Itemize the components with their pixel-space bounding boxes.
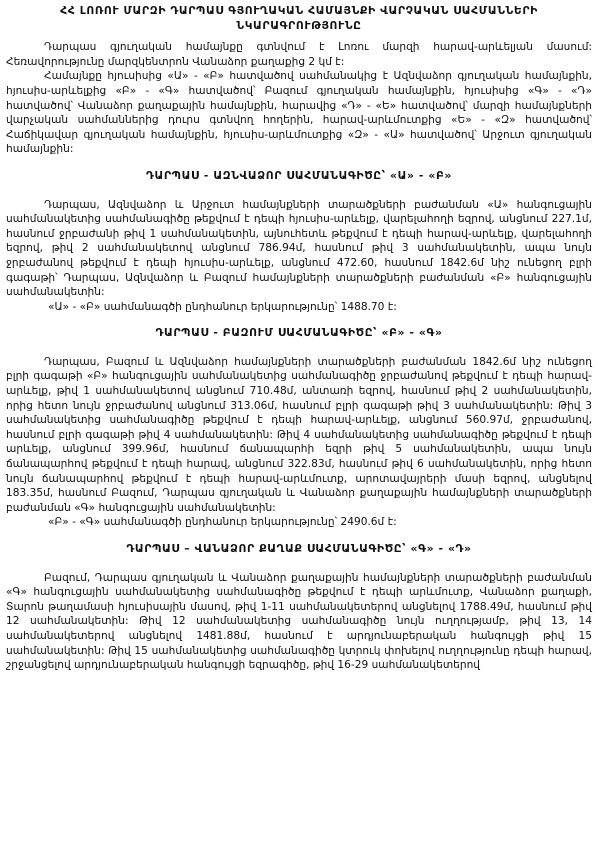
intro-paragraph-borders: Համայնքը հյուսիսից «Ա» - «Բ» հատվածով սահմանակից է Ազնվաձոր գյուղական համայնքին, հյուսիս-արևելքից «Բ» - «Գ» հատվածով՝ Բազում գյուղական համայնքին, հյուսիսից «Գ» - «Դ» հատվածով՝ Վանաձոր քաղաքային համայնքին, հարավից «Դ» - «Ե» հատվածով՝ մարզի համայնքների վարչական սահմաններից դուրս գտնվող հողերին, հարավ-արևմուտքից «Ե» - «Զ» հատվածով՝ Հաճիկավար գյուղական համայնքին, հյուսիս-արևմուտքից «Զ» - «Ա» հատվածով՝ Արջուտ գյուղական համայնքին:: [6, 70, 592, 156]
section-paragraph-a-b: Դարպաս, Ազնվաձոր և Արջուտ համայնքների տարածքների բաժանման «Ա» հանգուցային սահմանակետից սահմանագիծը թեքվում է դեպի հյուսիս-արևելք, վարելահողի եզրով, անցնում 227.1մ, հասնում ջրբաժանի թիվ 1 սահմանակետին, այնուհետև թեքվում է դեպի հարավ-արևելք, վարելահողի եզրով, թիվ 2 սահմանակետով անցնում 786.94մ, հասնում թիվ 3 սահմանակետին, ապա նույն ջրբաժանով թեքվում է դեպի հյուսիս-արևելք, անցնում 472.60, հասնում 1842.6մ նիշ ունեցող բլրի գագաթի՝ Դարպաս, Ազնվաձոր և Բազում համայնքների տարածքների բաժանման «Բ» հանգուցային սահմանակետին:: [6, 198, 592, 299]
section-paragraph-g-d: Բազում, Դարպաս գյուղական և Վանաձոր քաղաքային համայնքների տարածքների բաժանման «Գ» հանգուցային սահմանակետից սահմանագիծը թեքվում է դեպի արևմուտք, Վանաձոր քաղաքի, Տարոն թաղամասի հյուսիսային մասով, թիվ 1-11 սահմանակետերով անցնելով 1788.49մ, հասնում թիվ 12 սահմանակետին: Թիվ 12 սահմանակետից սահմանագիծը նույն ուղղությամբ, թիվ 13, 14 սահմանակետերով անցնելով 1481.88մ, հասնում է արդյունաբերական հանգույցի թիվ 15 սահմանակետին: Թիվ 15 սահմանակետից սահմանագիծը կտրուկ փոխելով ուղղությունը դեպի հարավ, շրջանցելով արդյունաբերական հանգույցի եզրագիծը, թիվ 16-29 սահմանակետերով: [6, 571, 592, 672]
document-title: ՀՀ ԼՈՌՈՒ ՄԱՐԶԻ ԴԱՐՊԱՍ ԳՅՈՒՂԱԿԱՆ ՀԱՄԱՅՆՔԻ ՎԱՐՉԱԿԱՆ ՍԱՀՄԱՆՆԵՐԻ: [60, 4, 538, 17]
section-heading-a-b: ԴԱՐՊԱՍ - ԱԶՆՎԱՁՈՐ ՍԱՀՄԱՆԱԳԻԾԸ՝ «Ա» - «Բ»: [146, 168, 452, 182]
section-heading-b-g: ԴԱՐՊԱՍ - ԲԱԶՈՒՄ ՍԱՀՄԱՆԱԳԻԾԸ՝ «Բ» - «Գ»: [155, 326, 443, 340]
section-total-b-g: «Բ» - «Գ» սահմանագծի ընդհանուր երկարությունը՝ 2490.6մ է:: [48, 516, 397, 529]
document-subtitle: ՆԿԱՐԱԳՐՈՒԹՅՈՒՆԸ: [236, 18, 362, 32]
intro-paragraph-location: Դարպաս գյուղական համայնքը գտնվում է Լոռու մարզի հարավ-արևելյան մասում: Հեռավորությունը մարզկենտրոն Վանաձոր քաղաքից 2 կմ է:: [6, 41, 592, 68]
section-total-a-b: «Ա» - «Բ» սահմանագծի ընդհանուր երկարությունը՝ 1488.70 է:: [48, 300, 397, 313]
section-heading-g-d: ԴԱՐՊԱՍ – ՎԱՆԱՁՈՐ ՔԱՂԱՔ ՍԱՀՄԱՆԱԳԻԾԸ՝ «Գ» - «Դ»: [126, 542, 472, 555]
section-paragraph-b-g: Դարպաս, Բազում և Ազնվաձոր համայնքների տարածքների բաժանման 1842.6մ նիշ ունեցող բլրի գագաթի «Բ» հանգուցային սահմանակետից սահմանագիծը ջրբաժանով թեքվում է դեպի հարավ-արևելք, թիվ 1 սահմանակետով անցնում 710.48մ, անտառի եզրով, հասնում թիվ 2 սահմանակետին, որից հետո նույն ջրբաժանով անցնում 313.06մ, հասնում բլրի գագաթի թիվ 3 սահմանակետին: Թիվ 3 սահմանակետից սահմանագիծը թեքվում է դեպի հարավ-արևելք, անցնում 560.97մ, ջրբաժանով, հասնում բլրի գագաթի թիվ 4 սահմանակետին: Թիվ 4 սահմանակետից սահմանագիծը թեքվում է դեպի արևելք, անցնում 399.96մ, հասնում ճանապարհի եզրի թիվ 5 սահմանակետին, ապա նույն ճանապարհով թեքվում է դեպի հարավ, անցնում 322.83մ, հասնում թիվ 6 սահմանակետին, որից հետո նույն ճանապարհով թեքվում է դեպի հարավ-արևմուտք, արոտավայրերի մասի եզրով, անցնելով 183.35մ, հասնում Բազում, Դարպաս գյուղական և Վանաձոր քաղաքային համայնքների տարածքների բաժանման «Գ» հանգուցային սահմանակետին:: [6, 355, 592, 514]
